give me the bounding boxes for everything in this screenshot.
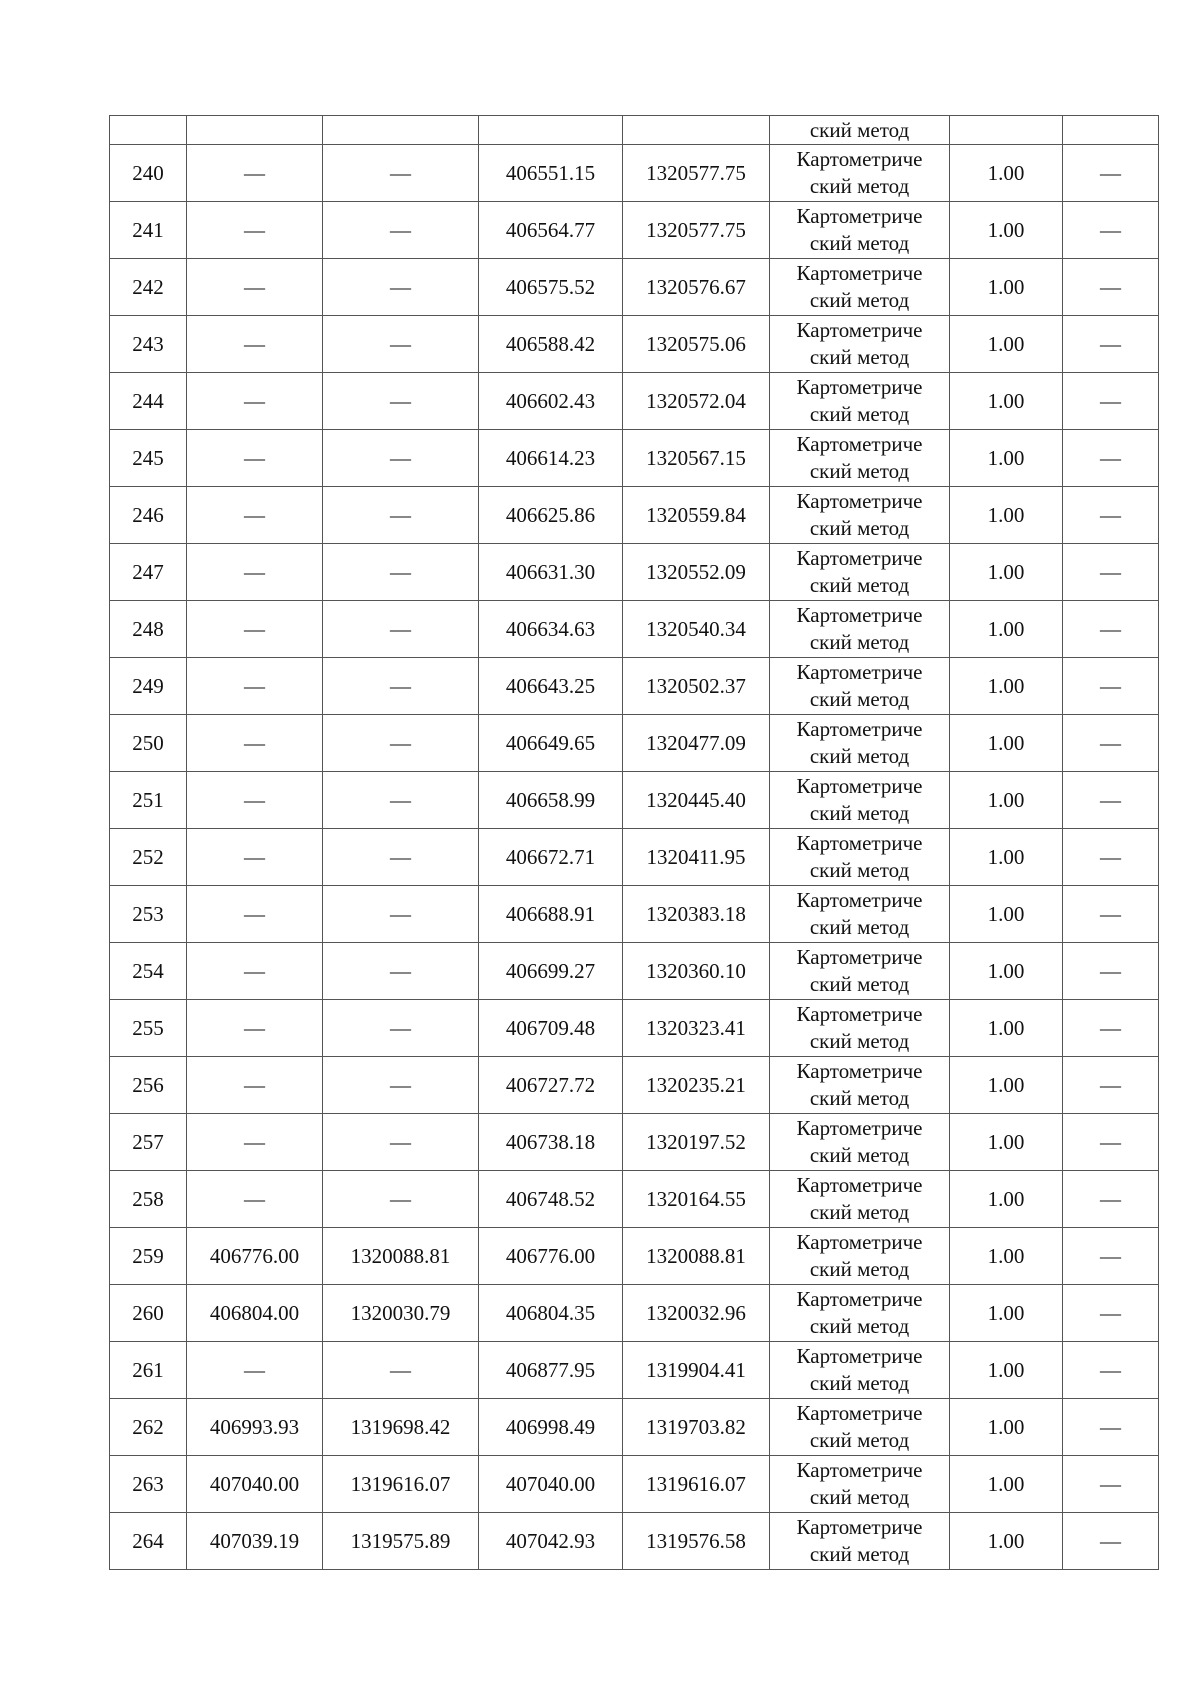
old-y-cell: —: [323, 772, 479, 829]
old-x-cell: —: [187, 202, 323, 259]
old-y-cell: —: [323, 943, 479, 1000]
description-cell: —: [1063, 1399, 1159, 1456]
old-y-cell: —: [323, 145, 479, 202]
point-number-cell: 257: [110, 1114, 187, 1171]
new-x-cell: 407042.93: [479, 1513, 623, 1570]
old-y-cell: —: [323, 1057, 479, 1114]
table-row: [110, 1399, 1159, 1456]
point-number-cell: 246: [110, 487, 187, 544]
description-cell: —: [1063, 1342, 1159, 1399]
new-y-cell: 1320577.75: [623, 202, 770, 259]
old-y-cell: —: [323, 1000, 479, 1057]
table-row: [110, 715, 1159, 772]
description-cell: —: [1063, 715, 1159, 772]
new-y-cell: 1320552.09: [623, 544, 770, 601]
point-number-cell: 259: [110, 1228, 187, 1285]
description-cell: —: [1063, 145, 1159, 202]
new-y-cell: 1320445.40: [623, 772, 770, 829]
method-cell: Картометриче ский метод: [770, 772, 950, 829]
new-x-cell: 406634.63: [479, 601, 623, 658]
table-row: [110, 202, 1159, 259]
old-x-cell: —: [187, 373, 323, 430]
method-cell: Картометриче ский метод: [770, 1342, 950, 1399]
old-y-cell: —: [323, 259, 479, 316]
table-row: [110, 658, 1159, 715]
old-y-cell: —: [323, 487, 479, 544]
new-x-cell: 406564.77: [479, 202, 623, 259]
old-y-cell: 1319698.42: [323, 1399, 479, 1456]
description-cell: —: [1063, 259, 1159, 316]
accuracy-cell: 1.00: [950, 772, 1063, 829]
accuracy-cell: 1.00: [950, 259, 1063, 316]
description-cell: —: [1063, 487, 1159, 544]
new-y-cell: 1320540.34: [623, 601, 770, 658]
point-number-cell: 255: [110, 1000, 187, 1057]
accuracy-cell: 1.00: [950, 145, 1063, 202]
table-row: [110, 1171, 1159, 1228]
old-y-cell: —: [323, 601, 479, 658]
new-x-cell: 407040.00: [479, 1456, 623, 1513]
new-x-cell: 406602.43: [479, 373, 623, 430]
new-y-cell: 1320577.75: [623, 145, 770, 202]
description-cell: —: [1063, 1285, 1159, 1342]
accuracy-cell: 1.00: [950, 1228, 1063, 1285]
method-cell: Картометриче ский метод: [770, 601, 950, 658]
old-y-cell: —: [323, 544, 479, 601]
old-x-cell: —: [187, 829, 323, 886]
old-y-cell: 1320088.81: [323, 1228, 479, 1285]
point-number-cell: 262: [110, 1399, 187, 1456]
table-row: [110, 316, 1159, 373]
point-number-cell: 251: [110, 772, 187, 829]
new-x-cell: 406625.86: [479, 487, 623, 544]
accuracy-cell: 1.00: [950, 1000, 1063, 1057]
method-cell: Картометриче ский метод: [770, 373, 950, 430]
old-x-cell: —: [187, 1114, 323, 1171]
description-cell: —: [1063, 1228, 1159, 1285]
old-x-cell: 406804.00: [187, 1285, 323, 1342]
description-cell: —: [1063, 1456, 1159, 1513]
accuracy-cell: 1.00: [950, 487, 1063, 544]
old-y-cell: —: [323, 829, 479, 886]
method-cell: Картометриче ский метод: [770, 886, 950, 943]
accuracy-cell: 1.00: [950, 886, 1063, 943]
new-y-cell: 1319904.41: [623, 1342, 770, 1399]
description-cell: —: [1063, 430, 1159, 487]
old-y-cell: [323, 116, 479, 145]
point-number-cell: [110, 116, 187, 145]
table-row: [110, 1228, 1159, 1285]
old-y-cell: —: [323, 1171, 479, 1228]
new-y-cell: 1320576.67: [623, 259, 770, 316]
old-x-cell: —: [187, 1342, 323, 1399]
accuracy-cell: 1.00: [950, 1513, 1063, 1570]
new-x-cell: 406672.71: [479, 829, 623, 886]
accuracy-cell: [950, 116, 1063, 145]
old-x-cell: 406776.00: [187, 1228, 323, 1285]
old-y-cell: —: [323, 1114, 479, 1171]
table-row: [110, 373, 1159, 430]
table-row: [110, 1057, 1159, 1114]
new-y-cell: 1320383.18: [623, 886, 770, 943]
method-cell: Картометриче ский метод: [770, 1285, 950, 1342]
new-x-cell: 406575.52: [479, 259, 623, 316]
point-number-cell: 261: [110, 1342, 187, 1399]
new-x-cell: 406709.48: [479, 1000, 623, 1057]
accuracy-cell: 1.00: [950, 1114, 1063, 1171]
new-y-cell: 1320164.55: [623, 1171, 770, 1228]
point-number-cell: 241: [110, 202, 187, 259]
old-y-cell: —: [323, 316, 479, 373]
method-cell: Картометриче ский метод: [770, 943, 950, 1000]
table-row: [110, 1285, 1159, 1342]
new-y-cell: 1320411.95: [623, 829, 770, 886]
old-y-cell: 1319616.07: [323, 1456, 479, 1513]
point-number-cell: 263: [110, 1456, 187, 1513]
description-cell: —: [1063, 1171, 1159, 1228]
point-number-cell: 253: [110, 886, 187, 943]
method-cell: Картометриче ский метод: [770, 544, 950, 601]
description-cell: —: [1063, 829, 1159, 886]
method-cell: Картометриче ский метод: [770, 1057, 950, 1114]
method-cell: Картометриче ский метод: [770, 1399, 950, 1456]
point-number-cell: 245: [110, 430, 187, 487]
coordinates-table: [109, 115, 1159, 1570]
new-x-cell: 406643.25: [479, 658, 623, 715]
old-y-cell: —: [323, 658, 479, 715]
old-x-cell: —: [187, 544, 323, 601]
old-y-cell: —: [323, 1342, 479, 1399]
new-y-cell: 1320572.04: [623, 373, 770, 430]
new-y-cell: 1320323.41: [623, 1000, 770, 1057]
new-y-cell: 1319703.82: [623, 1399, 770, 1456]
new-y-cell: 1319616.07: [623, 1456, 770, 1513]
description-cell: —: [1063, 202, 1159, 259]
point-number-cell: 244: [110, 373, 187, 430]
old-x-cell: —: [187, 601, 323, 658]
method-cell: Картометриче ский метод: [770, 1114, 950, 1171]
new-x-cell: 406649.65: [479, 715, 623, 772]
accuracy-cell: 1.00: [950, 829, 1063, 886]
table-row: [110, 943, 1159, 1000]
accuracy-cell: 1.00: [950, 601, 1063, 658]
old-x-cell: —: [187, 772, 323, 829]
description-cell: —: [1063, 1057, 1159, 1114]
table-row: [110, 1456, 1159, 1513]
old-x-cell: 407040.00: [187, 1456, 323, 1513]
point-number-cell: 256: [110, 1057, 187, 1114]
old-x-cell: —: [187, 487, 323, 544]
point-number-cell: 264: [110, 1513, 187, 1570]
table-row: [110, 259, 1159, 316]
point-number-cell: 248: [110, 601, 187, 658]
old-x-cell: —: [187, 1057, 323, 1114]
table-row: [110, 1342, 1159, 1399]
accuracy-cell: 1.00: [950, 658, 1063, 715]
new-y-cell: 1320575.06: [623, 316, 770, 373]
table-row: [110, 544, 1159, 601]
description-cell: —: [1063, 1513, 1159, 1570]
accuracy-cell: 1.00: [950, 943, 1063, 1000]
table-row: [110, 145, 1159, 202]
old-y-cell: —: [323, 430, 479, 487]
method-cell: Картометриче ский метод: [770, 259, 950, 316]
old-y-cell: —: [323, 886, 479, 943]
accuracy-cell: 1.00: [950, 715, 1063, 772]
new-y-cell: 1320197.52: [623, 1114, 770, 1171]
old-x-cell: —: [187, 430, 323, 487]
description-cell: —: [1063, 544, 1159, 601]
table-row: [110, 1000, 1159, 1057]
old-x-cell: —: [187, 943, 323, 1000]
point-number-cell: 249: [110, 658, 187, 715]
new-x-cell: 406727.72: [479, 1057, 623, 1114]
old-x-cell: —: [187, 886, 323, 943]
method-cell: Картометриче ский метод: [770, 1513, 950, 1570]
description-cell: —: [1063, 943, 1159, 1000]
accuracy-cell: 1.00: [950, 544, 1063, 601]
method-cell: Картометриче ский метод: [770, 1000, 950, 1057]
new-x-cell: 406588.42: [479, 316, 623, 373]
accuracy-cell: 1.00: [950, 1057, 1063, 1114]
new-x-cell: 406614.23: [479, 430, 623, 487]
table-row: [110, 772, 1159, 829]
old-x-cell: —: [187, 658, 323, 715]
accuracy-cell: 1.00: [950, 202, 1063, 259]
new-y-cell: 1320088.81: [623, 1228, 770, 1285]
old-x-cell: [187, 116, 323, 145]
new-x-cell: 406688.91: [479, 886, 623, 943]
description-cell: —: [1063, 886, 1159, 943]
method-cell: Картометриче ский метод: [770, 1456, 950, 1513]
old-y-cell: —: [323, 373, 479, 430]
method-cell: Картометриче ский метод: [770, 1171, 950, 1228]
accuracy-cell: 1.00: [950, 1342, 1063, 1399]
table-row: [110, 1513, 1159, 1570]
table-row: [110, 886, 1159, 943]
old-y-cell: 1320030.79: [323, 1285, 479, 1342]
continuation-row: [110, 116, 1159, 145]
method-cell: Картометриче ский метод: [770, 1228, 950, 1285]
description-cell: —: [1063, 772, 1159, 829]
old-x-cell: —: [187, 145, 323, 202]
description-cell: —: [1063, 601, 1159, 658]
old-x-cell: —: [187, 1171, 323, 1228]
accuracy-cell: 1.00: [950, 1171, 1063, 1228]
method-cell: Картометриче ский метод: [770, 829, 950, 886]
point-number-cell: 250: [110, 715, 187, 772]
table-row: [110, 601, 1159, 658]
accuracy-cell: 1.00: [950, 1285, 1063, 1342]
table-row: [110, 1114, 1159, 1171]
new-y-cell: [623, 116, 770, 145]
accuracy-cell: 1.00: [950, 1456, 1063, 1513]
point-number-cell: 247: [110, 544, 187, 601]
point-number-cell: 254: [110, 943, 187, 1000]
new-y-cell: 1320032.96: [623, 1285, 770, 1342]
new-x-cell: 406748.52: [479, 1171, 623, 1228]
method-cell: Картометриче ский метод: [770, 430, 950, 487]
new-x-cell: 406776.00: [479, 1228, 623, 1285]
new-y-cell: 1320559.84: [623, 487, 770, 544]
new-y-cell: 1320567.15: [623, 430, 770, 487]
new-x-cell: [479, 116, 623, 145]
old-y-cell: 1319575.89: [323, 1513, 479, 1570]
new-y-cell: 1319576.58: [623, 1513, 770, 1570]
description-cell: —: [1063, 658, 1159, 715]
new-x-cell: 406738.18: [479, 1114, 623, 1171]
old-y-cell: —: [323, 202, 479, 259]
accuracy-cell: 1.00: [950, 373, 1063, 430]
method-cell: Картометриче ский метод: [770, 715, 950, 772]
table-row: [110, 487, 1159, 544]
description-cell: [1063, 116, 1159, 145]
table-row: [110, 829, 1159, 886]
description-cell: —: [1063, 316, 1159, 373]
method-cell: ский метод: [770, 116, 950, 145]
new-y-cell: 1320235.21: [623, 1057, 770, 1114]
description-cell: —: [1063, 373, 1159, 430]
new-y-cell: 1320502.37: [623, 658, 770, 715]
new-x-cell: 406631.30: [479, 544, 623, 601]
new-x-cell: 406998.49: [479, 1399, 623, 1456]
old-x-cell: —: [187, 316, 323, 373]
table-row: [110, 430, 1159, 487]
old-x-cell: 406993.93: [187, 1399, 323, 1456]
new-x-cell: 406551.15: [479, 145, 623, 202]
table-body: [110, 116, 1159, 1570]
point-number-cell: 260: [110, 1285, 187, 1342]
description-cell: —: [1063, 1114, 1159, 1171]
old-x-cell: —: [187, 1000, 323, 1057]
point-number-cell: 240: [110, 145, 187, 202]
new-x-cell: 406877.95: [479, 1342, 623, 1399]
old-x-cell: —: [187, 259, 323, 316]
description-cell: —: [1063, 1000, 1159, 1057]
accuracy-cell: 1.00: [950, 316, 1063, 373]
old-x-cell: 407039.19: [187, 1513, 323, 1570]
new-x-cell: 406699.27: [479, 943, 623, 1000]
point-number-cell: 243: [110, 316, 187, 373]
point-number-cell: 258: [110, 1171, 187, 1228]
method-cell: Картометриче ский метод: [770, 145, 950, 202]
new-y-cell: 1320360.10: [623, 943, 770, 1000]
old-y-cell: —: [323, 715, 479, 772]
method-cell: Картометриче ский метод: [770, 202, 950, 259]
method-cell: Картометриче ский метод: [770, 658, 950, 715]
new-x-cell: 406658.99: [479, 772, 623, 829]
new-x-cell: 406804.35: [479, 1285, 623, 1342]
method-cell: Картометриче ский метод: [770, 487, 950, 544]
old-x-cell: —: [187, 715, 323, 772]
point-number-cell: 242: [110, 259, 187, 316]
point-number-cell: 252: [110, 829, 187, 886]
accuracy-cell: 1.00: [950, 430, 1063, 487]
accuracy-cell: 1.00: [950, 1399, 1063, 1456]
new-y-cell: 1320477.09: [623, 715, 770, 772]
method-cell: Картометриче ский метод: [770, 316, 950, 373]
